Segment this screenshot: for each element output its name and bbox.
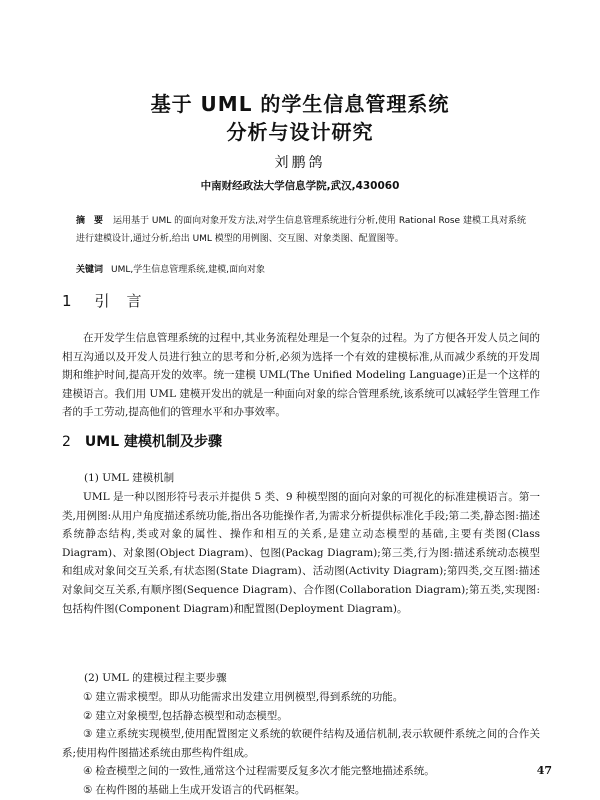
step-marker: ⑤ <box>83 783 93 796</box>
author-name: 刘鹏鸽 <box>274 155 326 171</box>
steps-list <box>62 688 540 800</box>
step-text: 检查模型之间的一致性,通常这个过程需要反复多次才能完整地描述系统。 <box>95 765 435 778</box>
intro-paragraph: 在开发学生信息管理系统的过程中,其业务流程处理是一个复杂的过程。为了方便各开发人员之间的相互沟通以及开发人员进行独立的思考和分析,必须为选择一个有效的建模标准,从而减少系统的开发周期和维护时间,提高开发的效率。统一建模 UML(The Unified Modeling Language)正是一个这样的建模语言。我们用 UML 建模开发出的就是一种面向对象的综合管理系统,该系统可以减轻学生管理工作者的手工劳动,提高他们的管理水平和办事效率。 <box>62 332 540 419</box>
section-title: UML 建模机制及步骤 <box>84 434 223 450</box>
keywords-text: UML,学生信息管理系统,建模,面向对象 <box>111 265 265 275</box>
section-heading-2 <box>62 431 222 451</box>
step-marker: ③ <box>83 728 93 741</box>
list-item <box>62 781 540 800</box>
abstract-text: 运用基于 UML 的面向对象开发方法,对学生信息管理系统进行分析,使用 Rational Rose 建模工具对系统进行建模设计,通过分析,给出 UML 模型的用例图、交互图、对象类图、配置图等。 <box>76 216 526 244</box>
step-marker: ④ <box>83 765 93 778</box>
abstract <box>76 212 526 248</box>
uml-mechanism-paragraph: UML 是一种以图形符号表示并提供 5 类、9 种模型图的面向对象的可视化的标准建模语言。第一类,用例图:从用户角度描述系统功能,指出各功能操作者,为需求分析提供标准化手段;第二类,静态图:描述系统静态结构,类或对象的属性、操作和相互的关系,是建立动态模型的基础,主要有类图(Class Diagram)、对象图(Object Diagram)、包图(Packag Diagram);第三类,行为图:描述系统动态模型和组成对象间交互关系,有状态图(State Diagram)、活动图(Activity Diagram);第四类,交互图:描述对象间交互关系,有顺序图(Sequence Diagram)、合作图(Collaboration Diagram);第五类,实现图:包括构件图(Component Diagram)和配置图(Deployment Diagram)。 <box>62 491 540 615</box>
paper-title-line2: 分析与设计研究 <box>226 120 374 144</box>
section-number: 2 <box>62 434 71 450</box>
page-number: 47 <box>536 764 552 777</box>
list-item <box>62 725 540 762</box>
step-text: 在构件图的基础上生成开发语言的代码框架。 <box>95 783 306 796</box>
section-number: 1 <box>62 292 73 310</box>
keywords-label: 关键词 <box>76 265 104 275</box>
section-heading-1 <box>62 290 143 311</box>
step-marker: ② <box>83 709 93 722</box>
step-text: 建立系统实现模型,使用配置图定义系统的软硬件结构及通信机制,表示软硬件系统之间的合作关系;使用构件图描述系统由那些构件组成。 <box>62 728 540 759</box>
list-item <box>62 762 540 781</box>
subsection-heading-2: (2) UML 的建模过程主要步骤 <box>84 672 227 684</box>
step-text: 建立对象模型,包括静态模型和动态模型。 <box>95 709 288 722</box>
step-text: 建立需求模型。即从功能需求出发建立用例模型,得到系统的功能。 <box>95 691 404 703</box>
abstract-label: 摘 要 <box>76 216 104 226</box>
list-item <box>62 688 540 707</box>
paper-title-line1: 基于 UML 的学生信息管理系统 <box>150 92 450 116</box>
author-affiliation: 中南财经政法大学信息学院,武汉,430060 <box>200 180 400 192</box>
keywords <box>76 262 526 275</box>
subsection-heading-1: (1) UML 建模机制 <box>84 472 175 484</box>
step-marker: ① <box>83 691 93 703</box>
section-title: 引 言 <box>94 292 143 310</box>
list-item <box>62 707 540 726</box>
